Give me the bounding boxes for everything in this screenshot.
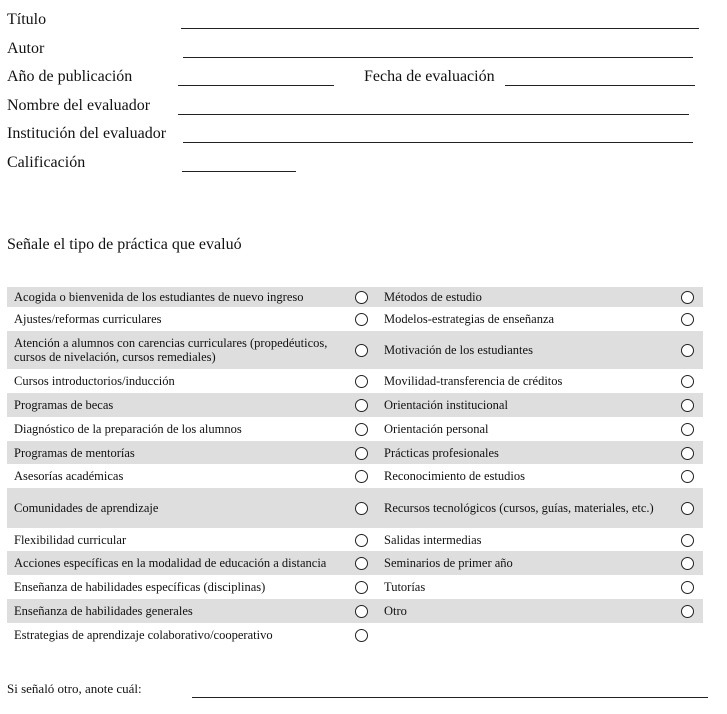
practice-label: Reconocimiento de estudios: [384, 469, 525, 483]
practice-radio[interactable]: [355, 399, 368, 412]
table-row: [7, 369, 703, 393]
other-field[interactable]: [192, 697, 708, 698]
practice-radio[interactable]: [355, 629, 368, 642]
practice-radio[interactable]: [681, 344, 694, 357]
anio-label: Año de publicación: [7, 68, 133, 85]
practice-label: Otro: [377, 599, 671, 623]
practice-radio[interactable]: [681, 581, 694, 594]
practice-radio[interactable]: [681, 557, 694, 570]
practice-radio[interactable]: [355, 313, 368, 326]
table-row: [7, 599, 703, 623]
table-row: [7, 331, 703, 369]
table-row: [7, 393, 703, 417]
calificacion-field[interactable]: [182, 171, 296, 172]
table-row: [7, 441, 703, 464]
fecha-label: Fecha de evaluación: [364, 68, 495, 85]
practice-radio[interactable]: [681, 313, 694, 326]
practice-label: Prácticas profesionales: [377, 441, 671, 464]
practice-label: Programas de becas: [7, 393, 345, 417]
section-title: Señale el tipo de práctica que evaluó: [7, 236, 242, 253]
practice-radio[interactable]: [355, 605, 368, 618]
practice-label: Flexibilidad curricular: [14, 532, 127, 547]
practice-label: Cursos introductorios/inducción: [14, 374, 175, 388]
practice-label: Acciones específicas en la modalidad de educación a distancia: [7, 551, 345, 575]
practice-radio[interactable]: [355, 447, 368, 460]
practice-label: Orientación personal: [384, 422, 489, 436]
table-row: [7, 528, 703, 551]
calificacion-label: Calificación: [7, 154, 86, 171]
table-row: [7, 488, 703, 528]
practice-label: Modelos-estrategias de enseñanza: [384, 312, 555, 326]
autor-field[interactable]: [183, 57, 693, 58]
practice-radio[interactable]: [355, 470, 368, 483]
evaluador-label: Nombre del evaluador: [7, 97, 151, 114]
practice-radio[interactable]: [681, 423, 694, 436]
practice-label: Asesorías académicas: [14, 469, 124, 483]
practice-label: Diagnóstico de la preparación de los alumnos: [14, 422, 242, 436]
table-row: [7, 575, 703, 599]
practice-radio[interactable]: [681, 605, 694, 618]
table-row: [7, 417, 703, 441]
institucion-field[interactable]: [183, 142, 693, 143]
practice-label: Programas de mentorías: [7, 441, 345, 464]
practice-label: [377, 623, 671, 647]
practice-label: Seminarios de primer año: [377, 551, 671, 575]
practice-radio[interactable]: [681, 291, 694, 304]
practice-label: Ajustes/reformas curriculares: [14, 312, 162, 326]
practice-radio[interactable]: [355, 375, 368, 388]
practice-label: Movilidad-transferencia de créditos: [384, 374, 563, 388]
practice-radio[interactable]: [355, 344, 368, 357]
practice-label: Enseñanza de habilidades generales: [7, 599, 345, 623]
practice-label: Estrategias de aprendizaje colaborativo/cooperativo: [14, 628, 273, 642]
practice-label: Tutorías: [384, 580, 426, 594]
practice-label: Acogida o bienvenida de los estudiantes de nuevo ingreso: [7, 287, 345, 307]
table-row: [7, 464, 703, 488]
practice-radio[interactable]: [355, 581, 368, 594]
anio-field[interactable]: [178, 85, 334, 86]
table-row: [7, 551, 703, 575]
practice-radio[interactable]: [355, 291, 368, 304]
table-row: [7, 287, 703, 307]
practice-radio[interactable]: [681, 375, 694, 388]
practice-radio[interactable]: [681, 447, 694, 460]
practice-radio[interactable]: [355, 502, 368, 515]
table-row: [7, 307, 703, 331]
other-label: Si señaló otro, anote cuál:: [7, 681, 142, 696]
practice-label: Salidas intermedias: [384, 532, 482, 547]
practice-label: Recursos tecnológicos (cursos, guías, materiales, etc.): [377, 488, 671, 528]
fecha-field[interactable]: [505, 85, 695, 86]
practices-table: [7, 287, 703, 647]
practice-radio[interactable]: [355, 557, 368, 570]
practice-label: Atención a alumnos con carencias curriculares (propedéuticos, cursos de nivelación, cursos remediales): [7, 331, 345, 369]
practice-radio[interactable]: [681, 502, 694, 515]
practice-label: Orientación institucional: [377, 393, 671, 417]
titulo-field[interactable]: [181, 28, 699, 29]
evaluador-field[interactable]: [178, 114, 689, 115]
practice-radio[interactable]: [681, 399, 694, 412]
practice-label: Comunidades de aprendizaje: [7, 488, 345, 528]
practice-label: Motivación de los estudiantes: [377, 331, 671, 369]
autor-label: Autor: [7, 40, 45, 57]
practice-radio[interactable]: [681, 534, 694, 547]
practice-label: Métodos de estudio: [377, 287, 671, 307]
practice-radio[interactable]: [355, 534, 368, 547]
practice-radio[interactable]: [681, 470, 694, 483]
table-row: [7, 623, 703, 647]
institucion-label: Institución del evaluador: [7, 125, 167, 142]
titulo-label: Título: [7, 11, 47, 28]
practice-radio[interactable]: [355, 423, 368, 436]
practice-label: Enseñanza de habilidades específicas (disciplinas): [14, 580, 266, 594]
